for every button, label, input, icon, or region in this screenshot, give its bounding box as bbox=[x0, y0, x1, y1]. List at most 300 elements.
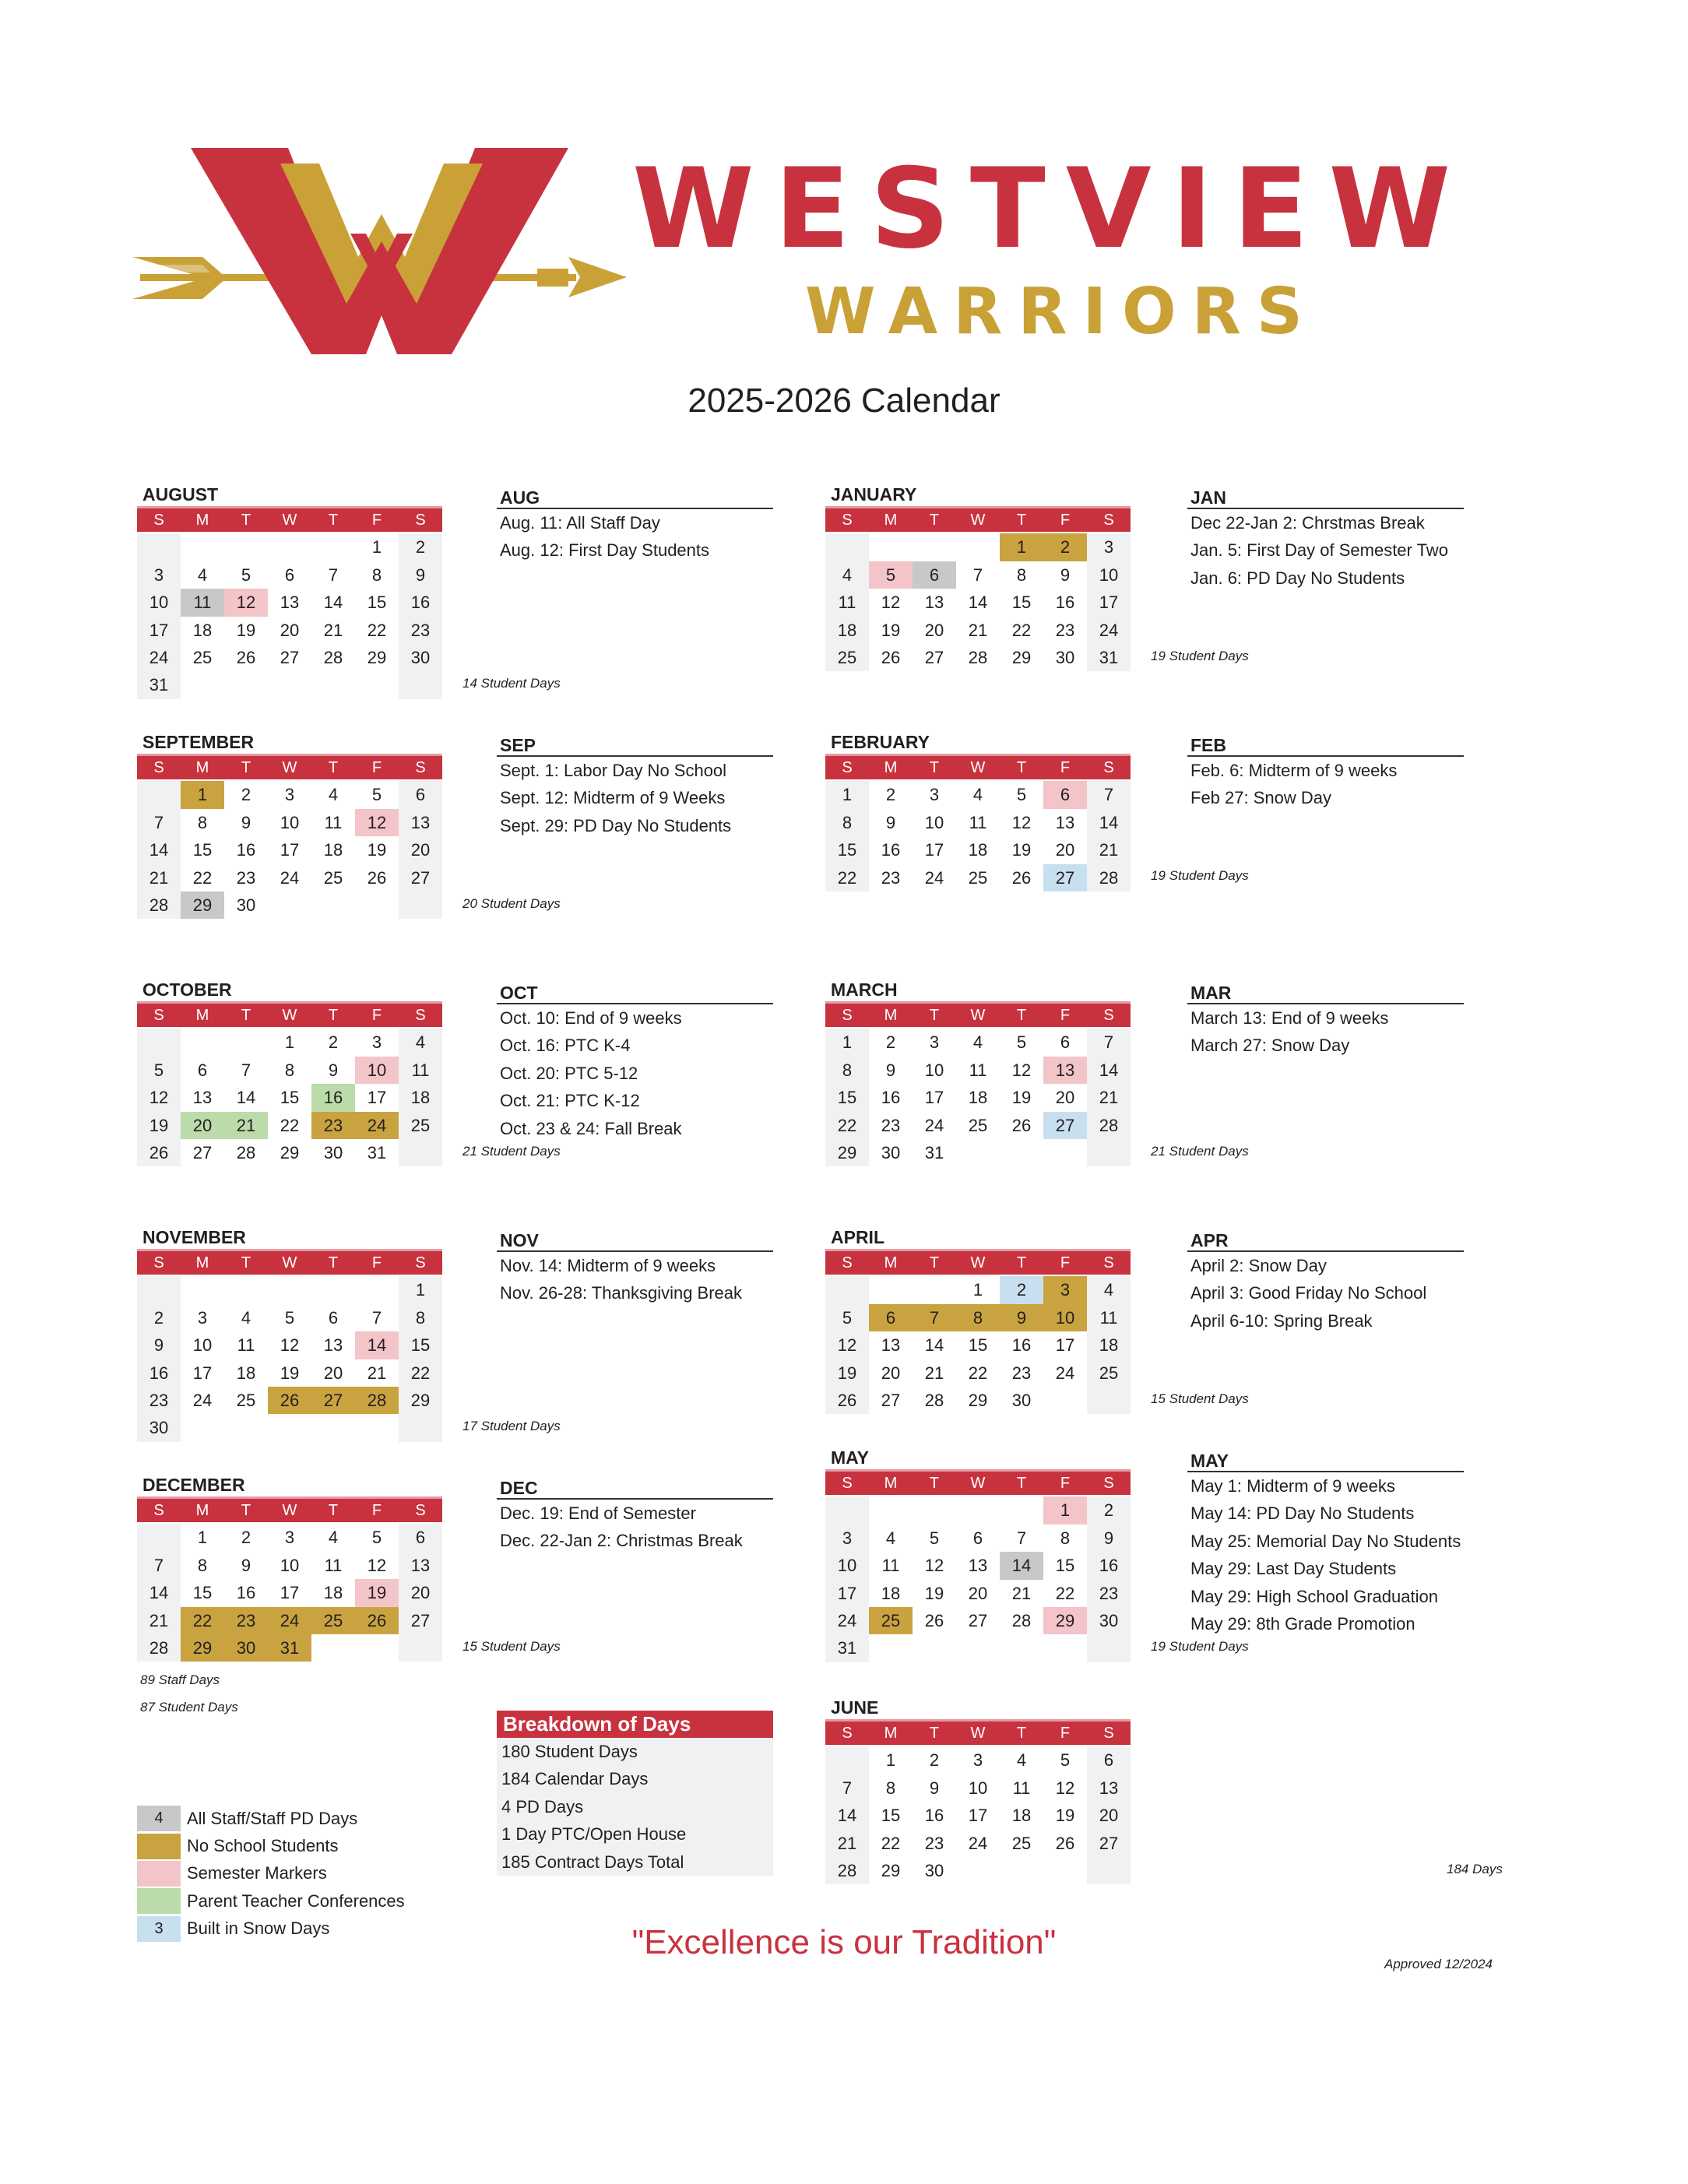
month-grid bbox=[825, 506, 1131, 671]
day-cell: 15 bbox=[192, 840, 213, 860]
month-grid bbox=[137, 506, 442, 699]
empty-cell bbox=[1043, 1857, 1087, 1884]
day-cell: 21 bbox=[137, 1607, 181, 1634]
day-cell: 21 bbox=[1011, 1583, 1032, 1603]
breakdown-item: 1 Day PTC/Open House bbox=[497, 1820, 773, 1848]
month-grid bbox=[137, 1249, 442, 1442]
day-cell: 18 bbox=[323, 840, 343, 860]
day-cell: 23 bbox=[399, 617, 442, 644]
day-cell: 25 bbox=[236, 1390, 256, 1410]
day-cell: 31 bbox=[825, 1634, 869, 1662]
event-item: April 3: Good Friday No School bbox=[1190, 1283, 1427, 1303]
day-cell: 18 bbox=[236, 1363, 256, 1383]
day-cell: 23 bbox=[1011, 1363, 1032, 1383]
weekday-header: W bbox=[956, 506, 1000, 532]
weekday-header: W bbox=[268, 1249, 311, 1275]
day-cell: 17 bbox=[825, 1580, 869, 1607]
event-item: Sept. 1: Labor Day No School bbox=[500, 761, 727, 780]
empty-cell bbox=[1043, 1634, 1087, 1662]
day-cell: 17 bbox=[1055, 1335, 1075, 1356]
weekday-header: T bbox=[224, 1001, 268, 1027]
day-cell: 6 bbox=[284, 564, 295, 585]
day-cell: 8 bbox=[825, 809, 869, 836]
day-cell: 25 bbox=[825, 644, 869, 671]
day-cell: 20 bbox=[399, 1579, 442, 1606]
day-cell: 4 bbox=[885, 1528, 896, 1548]
month-mar bbox=[825, 978, 1145, 1166]
event-item: Nov. 26-28: Thanksgiving Break bbox=[500, 1283, 743, 1303]
day-cell: 26 bbox=[1055, 1833, 1075, 1853]
weekday-header: T bbox=[311, 1001, 355, 1027]
day-cell: 2 bbox=[1043, 533, 1087, 561]
day-cell: 24 bbox=[825, 1607, 869, 1634]
day-cell: 12 bbox=[280, 1335, 300, 1356]
day-cell: 24 bbox=[268, 1607, 311, 1634]
day-cell: 12 bbox=[825, 1331, 869, 1359]
weekday-header: T bbox=[224, 506, 268, 532]
empty-cell bbox=[137, 1276, 181, 1303]
month-jan bbox=[825, 483, 1145, 671]
weekday-header: T bbox=[913, 506, 956, 532]
weekday-header: T bbox=[913, 754, 956, 779]
weekday-header: S bbox=[825, 1249, 869, 1275]
day-cell: 4 bbox=[825, 561, 869, 589]
day-cell: 25 bbox=[1011, 1833, 1032, 1853]
day-cell: 26 bbox=[367, 867, 387, 888]
day-cell: 21 bbox=[323, 620, 343, 640]
events-heading: MAR bbox=[1187, 981, 1464, 1004]
weekday-header: S bbox=[137, 1496, 181, 1522]
weekday-header: M bbox=[181, 754, 224, 779]
day-cell: 27 bbox=[924, 647, 944, 667]
day-cell: 24 bbox=[137, 644, 181, 671]
day-cell: 1 bbox=[825, 1029, 869, 1056]
weekday-header: T bbox=[224, 754, 268, 779]
empty-cell bbox=[1000, 1634, 1043, 1662]
day-cell: 22 bbox=[1055, 1583, 1075, 1603]
day-cell: 20 bbox=[181, 1112, 224, 1139]
day-cell: 25 bbox=[399, 1112, 442, 1139]
month-grid bbox=[825, 1001, 1131, 1166]
day-cell: 11 bbox=[881, 1556, 900, 1576]
student-days-note: 19 Student Days bbox=[1151, 1639, 1249, 1654]
day-cell: 22 bbox=[825, 864, 869, 892]
day-cell: 29 bbox=[399, 1387, 442, 1414]
weekday-header: S bbox=[1087, 1249, 1131, 1275]
weekday-header: F bbox=[355, 1496, 399, 1522]
day-cell: 17 bbox=[924, 1088, 944, 1108]
day-cell: 26 bbox=[881, 647, 901, 667]
day-cell: 30 bbox=[924, 1860, 944, 1880]
day-cell: 7 bbox=[825, 1774, 869, 1802]
weekday-header: F bbox=[355, 1249, 399, 1275]
student-days-note: 15 Student Days bbox=[1151, 1391, 1249, 1406]
empty-cell bbox=[956, 1139, 1000, 1166]
day-cell: 20 bbox=[881, 1363, 901, 1383]
day-cell: 11 bbox=[1087, 1304, 1131, 1331]
weekday-header: S bbox=[399, 506, 442, 532]
weekday-header: S bbox=[137, 506, 181, 532]
weekday-header: S bbox=[825, 1001, 869, 1027]
day-cell: 4 bbox=[241, 1307, 251, 1328]
day-cell: 17 bbox=[968, 1806, 988, 1826]
student-days-note: 19 Student Days bbox=[1151, 648, 1249, 663]
legend-item bbox=[137, 1832, 405, 1859]
day-cell: 3 bbox=[371, 1032, 382, 1053]
day-cell: 4 bbox=[328, 785, 339, 805]
day-cell: 26 bbox=[236, 647, 256, 667]
day-cell: 27 bbox=[881, 1390, 901, 1410]
weekday-header: M bbox=[869, 506, 913, 532]
day-cell: 12 bbox=[367, 1555, 387, 1575]
day-cell: 15 bbox=[280, 1088, 300, 1108]
month-grid bbox=[137, 1496, 442, 1662]
day-cell: 1 bbox=[972, 1280, 983, 1300]
day-cell: 14 bbox=[924, 1335, 944, 1356]
legend-swatch: 3 bbox=[137, 1916, 181, 1942]
month-jun bbox=[825, 1696, 1145, 1884]
day-cell: 11 bbox=[324, 1555, 343, 1575]
day-cell: 4 bbox=[328, 1528, 339, 1548]
events-heading: AUG bbox=[497, 486, 773, 509]
weekday-header: S bbox=[825, 1469, 869, 1495]
day-cell: 21 bbox=[224, 1112, 268, 1139]
day-cell: 22 bbox=[280, 1115, 300, 1135]
empty-cell bbox=[355, 892, 399, 919]
student-days-total: 87 Student Days bbox=[140, 1700, 238, 1714]
event-item: Oct. 21: PTC K-12 bbox=[500, 1091, 640, 1111]
empty-cell bbox=[181, 1029, 224, 1056]
empty-cell bbox=[1000, 1139, 1043, 1166]
day-cell: 3 bbox=[972, 1750, 983, 1771]
legend-item bbox=[137, 1860, 405, 1887]
weekday-header: T bbox=[913, 1469, 956, 1495]
empty-cell bbox=[913, 1496, 956, 1524]
empty-cell bbox=[181, 1276, 224, 1303]
day-cell: 14 bbox=[137, 836, 181, 863]
month-nov bbox=[137, 1226, 456, 1442]
empty-cell bbox=[355, 1276, 399, 1303]
day-cell: 6 bbox=[869, 1304, 913, 1331]
staff-days-total: 89 Staff Days bbox=[140, 1672, 220, 1687]
empty-cell bbox=[355, 671, 399, 698]
month-may bbox=[825, 1446, 1145, 1662]
event-item: Dec. 19: End of Semester bbox=[500, 1503, 696, 1523]
day-cell: 1 bbox=[399, 1276, 442, 1303]
day-cell: 14 bbox=[1087, 809, 1131, 836]
day-cell: 16 bbox=[1011, 1335, 1032, 1356]
day-cell: 14 bbox=[825, 1802, 869, 1829]
day-cell: 28 bbox=[968, 647, 988, 667]
day-cell: 12 bbox=[224, 589, 268, 616]
day-cell: 27 bbox=[1043, 864, 1087, 892]
day-cell: 8 bbox=[1060, 1528, 1071, 1548]
events-may bbox=[1187, 1449, 1464, 1637]
event-item: Oct. 10: End of 9 weeks bbox=[500, 1008, 682, 1028]
event-item: April 2: Snow Day bbox=[1190, 1256, 1327, 1275]
empty-cell bbox=[355, 1634, 399, 1662]
day-cell: 8 bbox=[197, 812, 208, 832]
day-cell: 16 bbox=[399, 589, 442, 616]
empty-cell bbox=[825, 1496, 869, 1524]
day-cell: 9 bbox=[885, 1060, 896, 1080]
day-cell: 23 bbox=[236, 867, 256, 888]
page-title: 2025-2026 Calendar bbox=[688, 382, 1000, 420]
day-cell: 28 bbox=[1087, 864, 1131, 892]
month-name: OCTOBER bbox=[142, 979, 232, 1000]
day-cell: 29 bbox=[280, 1142, 300, 1162]
day-cell: 26 bbox=[1011, 867, 1032, 888]
day-cell: 7 bbox=[137, 809, 181, 836]
day-cell: 18 bbox=[968, 1088, 988, 1108]
empty-cell bbox=[825, 1746, 869, 1774]
empty-cell bbox=[1087, 1387, 1131, 1414]
day-cell: 23 bbox=[1055, 620, 1075, 640]
day-cell: 28 bbox=[137, 892, 181, 919]
day-cell: 19 bbox=[367, 840, 387, 860]
month-sep bbox=[137, 730, 456, 919]
event-item: Sept. 12: Midterm of 9 Weeks bbox=[500, 788, 726, 808]
event-item: May 29: Last Day Students bbox=[1190, 1559, 1397, 1579]
day-cell: 6 bbox=[399, 1524, 442, 1551]
day-cell: 7 bbox=[1087, 781, 1131, 808]
day-cell: 14 bbox=[355, 1331, 399, 1359]
event-item: March 13: End of 9 weeks bbox=[1190, 1008, 1389, 1028]
events-heading: NOV bbox=[497, 1229, 773, 1252]
weekday-header: F bbox=[355, 1001, 399, 1027]
day-cell: 19 bbox=[137, 1112, 181, 1139]
day-cell: 22 bbox=[399, 1359, 442, 1387]
month-name: NOVEMBER bbox=[142, 1227, 246, 1247]
day-cell: 5 bbox=[371, 785, 382, 805]
day-cell: 24 bbox=[192, 1390, 213, 1410]
day-cell: 21 bbox=[968, 620, 988, 640]
empty-cell bbox=[268, 533, 311, 561]
day-cell: 18 bbox=[399, 1084, 442, 1111]
day-cell: 2 bbox=[1087, 1496, 1131, 1524]
day-cell: 30 bbox=[323, 1142, 343, 1162]
month-feb bbox=[825, 730, 1145, 892]
breakdown-item: 4 PD Days bbox=[497, 1793, 773, 1820]
day-cell: 26 bbox=[1011, 1115, 1032, 1135]
day-cell: 16 bbox=[1087, 1552, 1131, 1579]
day-cell: 22 bbox=[1011, 620, 1032, 640]
day-cell: 11 bbox=[969, 1060, 987, 1080]
day-cell: 19 bbox=[355, 1579, 399, 1606]
empty-cell bbox=[311, 1276, 355, 1303]
day-cell: 18 bbox=[323, 1583, 343, 1603]
weekday-header: M bbox=[869, 754, 913, 779]
weekday-header: T bbox=[1000, 1719, 1043, 1745]
event-item: May 14: PD Day No Students bbox=[1190, 1503, 1415, 1524]
day-cell: 9 bbox=[1000, 1304, 1043, 1331]
day-cell: 29 bbox=[1011, 647, 1032, 667]
month-name: DECEMBER bbox=[142, 1475, 245, 1495]
weekday-header: S bbox=[399, 1001, 442, 1027]
day-cell: 6 bbox=[972, 1528, 983, 1548]
events-feb bbox=[1187, 733, 1464, 812]
legend-swatch bbox=[137, 1888, 181, 1914]
day-cell: 24 bbox=[968, 1833, 988, 1853]
day-cell: 7 bbox=[241, 1060, 251, 1080]
day-cell: 10 bbox=[280, 1555, 300, 1575]
day-cell: 15 bbox=[881, 1806, 901, 1826]
empty-cell bbox=[1043, 1139, 1087, 1166]
day-cell: 9 bbox=[241, 812, 251, 832]
weekday-header: S bbox=[137, 1001, 181, 1027]
day-cell: 13 bbox=[968, 1556, 988, 1576]
day-cell: 20 bbox=[323, 1363, 343, 1383]
day-cell: 28 bbox=[924, 1390, 944, 1410]
student-days-note: 19 Student Days bbox=[1151, 868, 1249, 884]
empty-cell bbox=[913, 533, 956, 561]
month-apr bbox=[825, 1226, 1145, 1414]
weekday-header: S bbox=[1087, 506, 1131, 532]
empty-cell bbox=[399, 671, 442, 698]
weekday-header: W bbox=[956, 1001, 1000, 1027]
event-item: Oct. 16: PTC K-4 bbox=[500, 1036, 631, 1056]
event-item: May 1: Midterm of 9 weeks bbox=[1190, 1476, 1395, 1496]
month-name: JUNE bbox=[831, 1697, 879, 1718]
weekday-header: F bbox=[355, 506, 399, 532]
empty-cell bbox=[268, 892, 311, 919]
month-dec bbox=[137, 1473, 456, 1662]
events-sep bbox=[497, 733, 773, 839]
day-cell: 19 bbox=[236, 620, 256, 640]
day-cell: 27 bbox=[311, 1387, 355, 1414]
day-cell: 23 bbox=[881, 867, 901, 888]
day-cell: 2 bbox=[885, 785, 896, 805]
empty-cell bbox=[268, 1276, 311, 1303]
day-cell: 2 bbox=[328, 1032, 339, 1053]
weekday-header: S bbox=[399, 1496, 442, 1522]
day-cell: 13 bbox=[280, 593, 300, 613]
day-cell: 3 bbox=[197, 1307, 208, 1328]
event-item: March 27: Snow Day bbox=[1190, 1036, 1350, 1056]
day-cell: 26 bbox=[355, 1607, 399, 1634]
month-aug bbox=[137, 483, 456, 699]
empty-cell bbox=[1000, 1857, 1043, 1884]
day-cell: 14 bbox=[137, 1579, 181, 1606]
day-cell: 10 bbox=[1043, 1304, 1087, 1331]
day-cell: 3 bbox=[825, 1525, 869, 1552]
motto: "Excellence is our Tradition" bbox=[631, 1923, 1057, 1961]
day-cell: 15 bbox=[1055, 1556, 1075, 1576]
empty-cell bbox=[311, 892, 355, 919]
day-cell: 10 bbox=[137, 589, 181, 616]
day-cell: 11 bbox=[969, 812, 987, 832]
weekday-header: M bbox=[181, 506, 224, 532]
empty-cell bbox=[825, 533, 869, 561]
month-name: MAY bbox=[831, 1447, 869, 1468]
day-cell: 18 bbox=[192, 620, 213, 640]
empty-cell bbox=[311, 533, 355, 561]
breakdown-title: Breakdown of Days bbox=[497, 1711, 773, 1738]
day-cell: 15 bbox=[1011, 593, 1032, 613]
weekday-header: M bbox=[869, 1249, 913, 1275]
day-cell: 18 bbox=[1011, 1806, 1032, 1826]
day-cell: 7 bbox=[1016, 1528, 1027, 1548]
day-cell: 5 bbox=[241, 564, 251, 585]
day-cell: 11 bbox=[237, 1335, 255, 1356]
empty-cell bbox=[956, 533, 1000, 561]
empty-cell bbox=[1043, 1387, 1087, 1414]
event-item: April 6-10: Spring Break bbox=[1190, 1310, 1373, 1331]
weekday-header: F bbox=[1043, 1469, 1087, 1495]
weekday-header: M bbox=[869, 1719, 913, 1745]
day-cell: 15 bbox=[367, 593, 387, 613]
events-heading: FEB bbox=[1187, 733, 1464, 757]
day-cell: 25 bbox=[869, 1607, 913, 1634]
day-cell: 12 bbox=[924, 1556, 944, 1576]
day-cell: 29 bbox=[367, 647, 387, 667]
day-cell: 17 bbox=[192, 1363, 213, 1383]
weekday-header: W bbox=[956, 754, 1000, 779]
event-item: May 29: 8th Grade Promotion bbox=[1190, 1614, 1415, 1634]
weekday-header: S bbox=[137, 1249, 181, 1275]
day-cell: 1 bbox=[181, 781, 224, 808]
day-cell: 23 bbox=[881, 1115, 901, 1135]
events-heading: APR bbox=[1187, 1229, 1464, 1252]
student-days-note: 21 Student Days bbox=[462, 1143, 561, 1159]
day-cell: 28 bbox=[236, 1142, 256, 1162]
weekday-header: S bbox=[1087, 1719, 1131, 1745]
day-cell: 17 bbox=[280, 1583, 300, 1603]
day-cell: 27 bbox=[192, 1142, 213, 1162]
day-cell: 4 bbox=[1016, 1750, 1027, 1771]
day-cell: 19 bbox=[881, 620, 901, 640]
weekday-header: W bbox=[268, 1496, 311, 1522]
day-cell: 18 bbox=[968, 840, 988, 860]
events-heading: OCT bbox=[497, 981, 773, 1004]
day-cell: 2 bbox=[885, 1032, 896, 1053]
day-cell: 10 bbox=[280, 812, 300, 832]
weekday-header: T bbox=[1000, 1249, 1043, 1275]
day-cell: 13 bbox=[399, 1552, 442, 1579]
month-name: FEBRUARY bbox=[831, 732, 930, 752]
day-cell: 11 bbox=[324, 812, 343, 832]
month-grid bbox=[825, 1469, 1131, 1662]
empty-cell bbox=[137, 1029, 181, 1056]
day-cell: 27 bbox=[968, 1610, 988, 1630]
day-cell: 15 bbox=[399, 1331, 442, 1359]
events-heading: MAY bbox=[1187, 1449, 1464, 1472]
day-cell: 25 bbox=[1087, 1359, 1131, 1387]
weekday-header: S bbox=[1087, 1469, 1131, 1495]
day-cell: 2 bbox=[929, 1750, 940, 1771]
day-cell: 1 bbox=[825, 781, 869, 808]
day-cell: 6 bbox=[913, 561, 956, 589]
weekday-header: S bbox=[399, 1249, 442, 1275]
weekday-header: S bbox=[1087, 1001, 1131, 1027]
event-item: Aug. 11: All Staff Day bbox=[500, 513, 660, 533]
day-cell: 4 bbox=[972, 785, 983, 805]
day-cell: 6 bbox=[1060, 1032, 1071, 1053]
day-cell: 22 bbox=[825, 1112, 869, 1139]
empty-cell bbox=[825, 1276, 869, 1303]
day-cell: 29 bbox=[968, 1390, 988, 1410]
day-cell: 30 bbox=[137, 1414, 181, 1441]
day-cell: 4 bbox=[1087, 1276, 1131, 1303]
day-cell: 5 bbox=[1016, 785, 1027, 805]
empty-cell bbox=[311, 671, 355, 698]
empty-cell bbox=[137, 533, 181, 561]
day-cell: 25 bbox=[192, 647, 213, 667]
day-cell: 27 bbox=[1087, 1830, 1131, 1857]
day-cell: 17 bbox=[924, 840, 944, 860]
empty-cell bbox=[869, 533, 913, 561]
legend-label: Semester Markers bbox=[187, 1863, 327, 1883]
